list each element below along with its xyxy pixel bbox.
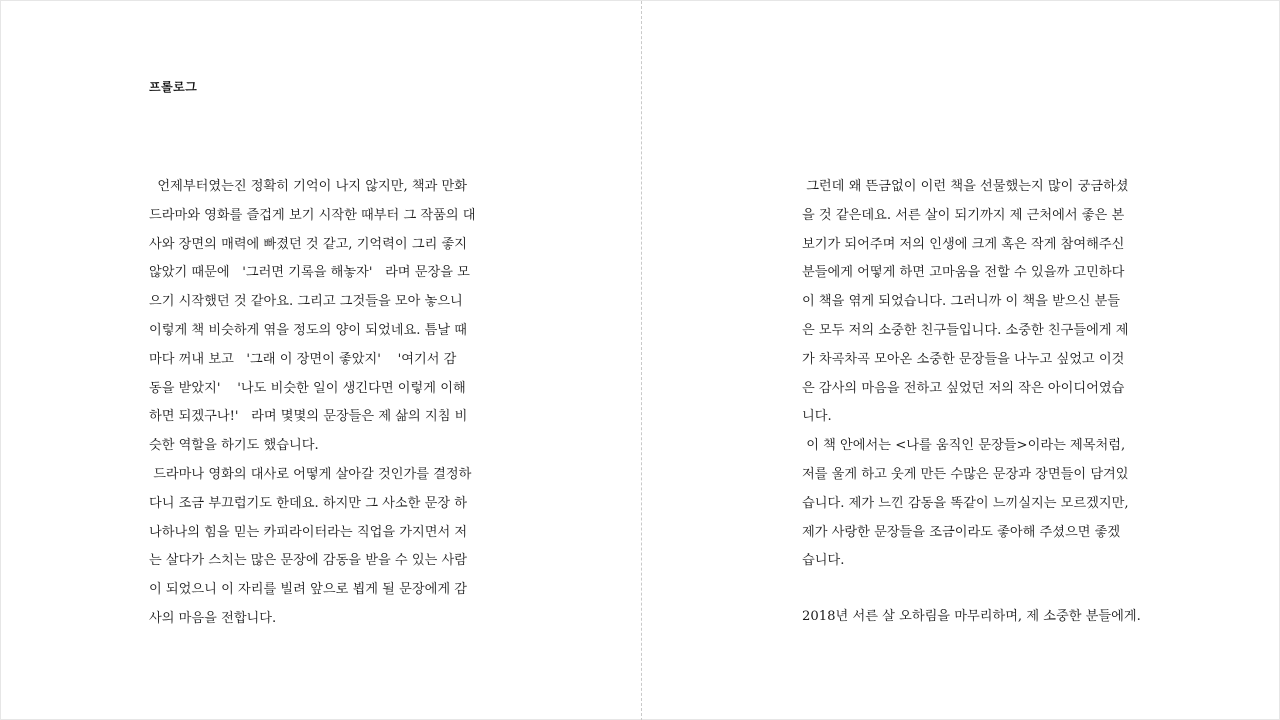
text-line: 습니다. 제가 느낀 감동을 똑같이 느끼실지는 모르겠지만,: [802, 495, 1129, 511]
right-page-body: [802, 173, 1142, 576]
text-line: 않았기 때문에 '그러면 기록을 해놓자' 라며 문장을 모: [149, 265, 470, 281]
text-line: 은 감사의 마음을 전하고 싶었던 저의 작은 아이디어였습: [802, 380, 1125, 396]
text-line: 저를 울게 하고 웃게 만든 수많은 문장과 장면들이 담겨있: [802, 466, 1129, 482]
text-line: 언제부터였는진 정확히 기억이 나지 않지만, 책과 만화: [149, 179, 467, 194]
text-line: 드라마나 영화의 대사로 어떻게 살아갈 것인가를 결정하: [149, 466, 472, 482]
text-line: 보기가 되어주며 저의 인생에 크게 혹은 작게 참여해주신: [802, 236, 1125, 252]
text-line: 이 되었으니 이 자리를 빌려 앞으로 뵙게 될 문장에게 감: [149, 582, 467, 598]
text-line: 습니다.: [802, 553, 845, 569]
text-line: 그런데 왜 뜬금없이 이런 책을 선물했는지 많이 궁금하셨: [802, 179, 1129, 194]
left-page-body: [149, 173, 494, 634]
text-line: 는 살다가 스치는 많은 문장에 감동을 받을 수 있는 사람: [149, 553, 467, 569]
text-line: 은 모두 저의 소중한 친구들입니다. 소중한 친구들에게 제: [802, 322, 1129, 338]
text-line: 니다.: [802, 409, 832, 425]
text-line: 사와 장면의 매력에 빠졌던 것 같고, 기억력이 그리 좋지: [149, 236, 467, 252]
text-line: 하면 되겠구나!' 라며 몇몇의 문장들은 제 삶의 지침 비: [149, 409, 468, 425]
right-page: [642, 1, 1280, 720]
text-line: 동을 받았지' '나도 비슷한 일이 생긴다면 이렇게 이해: [149, 380, 466, 396]
text-line: 마다 꺼내 보고 '그래 이 장면이 좋았지' '여기서 감: [149, 351, 457, 367]
text-line: 사의 마음을 전합니다.: [149, 610, 277, 626]
left-page: [1, 1, 641, 720]
text-line: 가 차곡차곡 모아온 소중한 문장들을 나누고 싶었고 이것: [802, 351, 1125, 367]
text-line: 이렇게 책 비슷하게 엮을 정도의 양이 되었네요. 틈날 때: [149, 322, 467, 338]
text-line: 제가 사랑한 문장들을 조금이라도 좋아해 주셨으면 좋겠: [802, 524, 1121, 540]
text-line: 다니 조금 부끄럽기도 한데요. 하지만 그 사소한 문장 하: [149, 495, 467, 511]
sign-off-line: 2018년 서른 살 오하림을 마무리하며, 제 소중한 분들에게.: [802, 609, 1141, 624]
text-line: 나하나의 힘을 믿는 카피라이터라는 직업을 가지면서 저: [149, 524, 468, 540]
chapter-title: 프롤로그: [149, 80, 198, 94]
text-line: 슷한 역할을 하기도 했습니다.: [149, 438, 319, 454]
text-line: 을 것 같은데요. 서른 살이 되기까지 제 근처에서 좋은 본: [802, 207, 1125, 223]
text-line: 드라마와 영화를 즐겁게 보기 시작한 때부터 그 작품의 대: [149, 207, 476, 223]
text-line: 이 책을 엮게 되었습니다. 그러니까 이 책을 받으신 분들: [802, 294, 1120, 310]
text-line: 이 책 안에서는 <나를 움직인 문장들>이라는 제목처럼,: [802, 438, 1126, 454]
text-line: 분들에게 어떻게 하면 고마움을 전할 수 있을까 고민하다: [802, 265, 1125, 281]
text-line: 으기 시작했던 것 같아요. 그리고 그것들을 모아 놓으니: [149, 294, 463, 310]
